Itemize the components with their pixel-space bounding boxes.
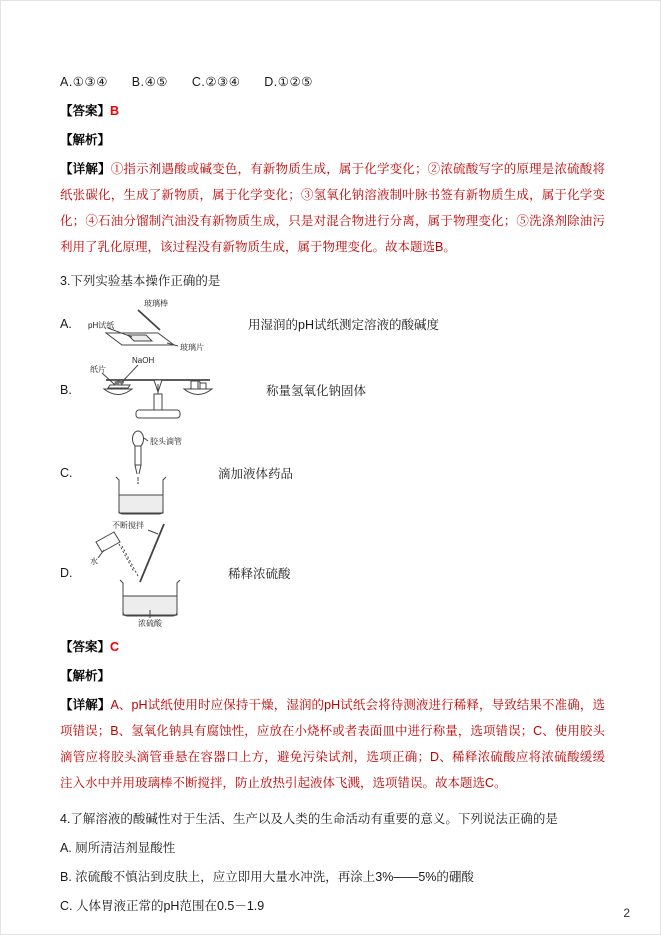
q2-detail: [60, 156, 605, 260]
pouring-cup: [96, 532, 138, 576]
diagram-label-acid: 浓硫酸: [138, 619, 162, 628]
q3-answer-value: C: [110, 640, 120, 654]
page-number: 2: [623, 906, 630, 920]
q2-answer-label: 【答案】: [60, 104, 111, 118]
q3-option-d: [60, 518, 605, 628]
right-pan: [184, 380, 212, 395]
beaker: [116, 477, 166, 514]
diagram-label-glass-plate: 玻璃片: [180, 343, 204, 351]
diagram-label-water: 水: [90, 557, 98, 566]
q4-stem: 4.了解溶液的酸碱性对于生活、生产以及人类的生命活动有重要的意义。下列说法正确的是: [60, 812, 558, 826]
q3-option-a-label: A.: [60, 317, 72, 331]
q3-option-d-caption: 稀释浓硫酸: [228, 567, 291, 581]
q3-option-b: [60, 352, 605, 428]
q2-answer-value: B: [110, 104, 120, 118]
q3-analysis-label: 【解析】: [60, 669, 111, 683]
glass-plate: [106, 333, 174, 345]
q3-answer-label: 【答案】: [60, 640, 111, 654]
dropper: [133, 431, 144, 484]
q3-option-c-caption: 滴加液体药品: [218, 467, 294, 481]
q2-choices: A.①③④ B.④⑤ C.②③④ D.①②⑤: [60, 75, 313, 89]
q3-option-c: [60, 429, 605, 517]
balance-scale-diagram: [88, 352, 256, 428]
q2-detail-label: 【详解】: [60, 162, 111, 176]
diagram-label-glass-rod: 玻璃棒: [144, 299, 168, 308]
q3-analysis-line: [60, 663, 605, 689]
diagram-label-naoh: NaOH: [132, 356, 155, 365]
q3-option-d-label: D.: [60, 566, 73, 580]
q3-option-a-caption: 用湿润的pH试纸测定溶液的酸碱度: [248, 318, 439, 332]
q3-detail-text: A、pH试纸使用时应保持干燥，湿润的pH试纸会将待测液进行稀释，导致结果不准确，选项错误；B、氢氧化钠具有腐蚀性，应放在小烧杯或者表面皿中进行称量，选项错误；C、使用胶头滴管应将胶头滴管垂悬在容器口上方，避免污染试剂，选项正确；D、稀释浓硫酸应将浓硫酸缓缓注入水中并用玻璃棒不断搅拌，防止放热引起液体飞溅，选项错误。故本题选C。: [60, 698, 605, 790]
q3-detail: [60, 692, 605, 796]
q2-analysis-label: 【解析】: [60, 133, 111, 147]
q2-answer-line: [60, 98, 605, 124]
q4-option-b: B. 浓硫酸不慎沾到皮肤上，应立即用大量水冲洗，再涂上3%——5%的硼酸: [60, 870, 474, 884]
q3-stem: 3.下列实验基本操作正确的是: [60, 274, 221, 288]
stirring-rod: [140, 524, 164, 582]
glass-rod: [138, 310, 160, 330]
left-pan: [104, 380, 132, 395]
q4-option-a: A. 厕所清洁剂显酸性: [60, 841, 176, 855]
q3-option-b-caption: 称量氢氧化钠固体: [266, 384, 367, 398]
dilute-acid-diagram: [88, 518, 218, 628]
q4-option-c: C. 人体胃液正常的pH范围在0.5－1.9: [60, 899, 265, 913]
diagram-label-paper: 纸片: [90, 365, 106, 374]
q2-detail-text: ①指示剂遇酸或碱变色，有新物质生成，属于化学变化；②浓硫酸写字的原理是浓硫酸将纸张碳化，生成了新物质，属于化学变化；③氢氧化钠溶液制叶脉书签有新物质生成，属于化学变化；④石油分馏制汽油没有新物质生成，只是对混合物进行分离，属于物理变化；⑤洗涤剂除油污利用了乳化原理，该过程没有新物质生成，属于物理变化。故本题选B。: [60, 162, 605, 254]
q2-analysis-line: [60, 127, 605, 153]
q3-answer-line: [60, 634, 605, 660]
diagram-label-stir: 不断搅拌: [112, 521, 144, 530]
page-content: [60, 69, 605, 922]
q3-option-a: [60, 297, 605, 351]
dropper-beaker-diagram: [88, 429, 208, 517]
q3-option-b-label: B.: [60, 383, 72, 397]
ph-paper-test-diagram: [88, 297, 238, 351]
q3-option-c-label: C.: [60, 466, 73, 480]
q3-detail-label: 【详解】: [60, 698, 111, 712]
diagram-label-ph-paper: pH试纸: [88, 321, 115, 330]
diagram-label-dropper: 胶头滴管: [150, 437, 182, 446]
